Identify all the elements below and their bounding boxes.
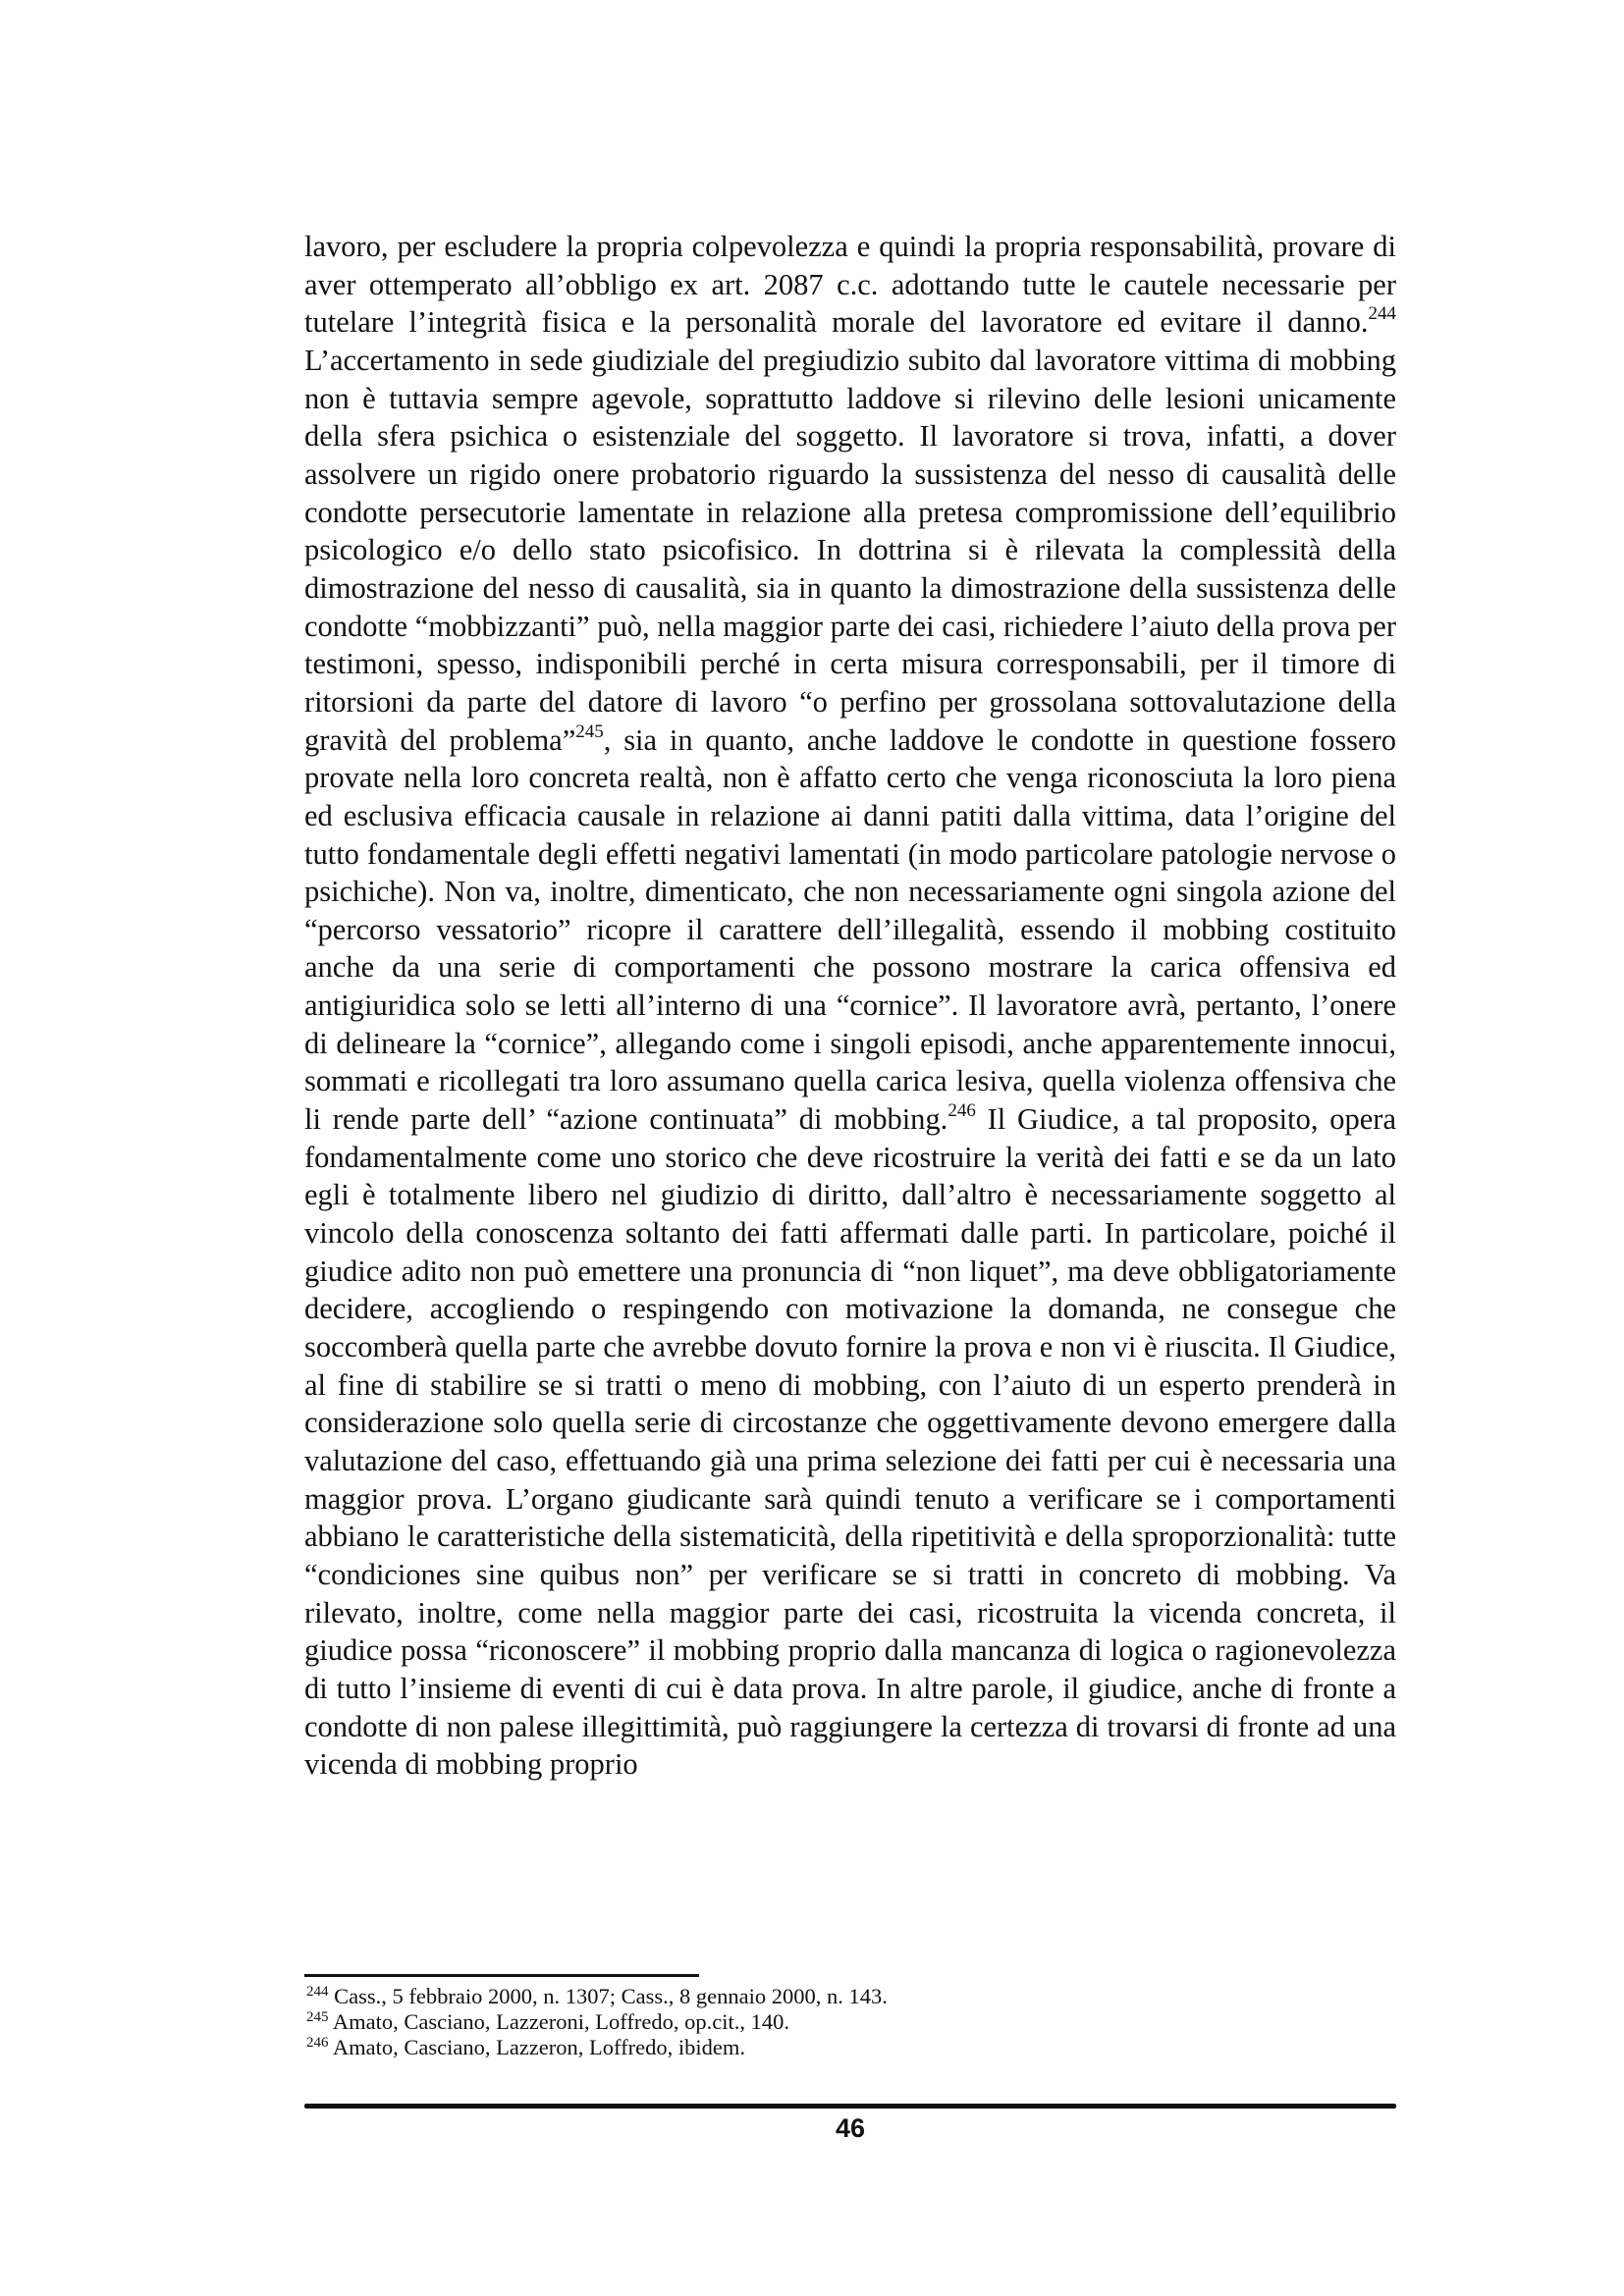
text-segment-2: L’accertamento in sede giudiziale del pregiudizio subito dal lavoratore vittima di mobbing non è tuttavia sempre agevole, soprattutto laddove si rilevino delle lesioni unicamente della sfera psichica o esistenziale del soggetto. Il lavoratore si trova, infatti, a dover assolvere un rigido onere probatorio riguardo la sussistenza del nesso di causalità delle condotte persecutorie lamentate in relazione alla pretesa compromissione dell’equilibrio psicologico e/o dello stato psicofisico. In dottrina si è rilevata la complessità della dimostrazione del nesso di causalità, sia in quanto la dimostrazione della sussistenza delle condotte “mobbizzanti” può, nella maggior parte dei casi, richiedere l’aiuto della prova per testimoni, spesso, indisponibili perché in certa misura corresponsabili, per il timore di ritorsioni da parte del datore di lavoro “o perfino per grossolana sottovalutazione della gravità del problema” bbox=[304, 343, 1396, 757]
footnote-ref-244[interactable]: 244 bbox=[1368, 303, 1396, 325]
main-paragraph bbox=[304, 228, 1396, 1784]
footnote-separator bbox=[304, 1974, 699, 1977]
footnote-text: Amato, Casciano, Lazzeron, Loffredo, ibidem. bbox=[328, 2035, 745, 2059]
footnote-245 bbox=[306, 2009, 1386, 2035]
text-segment-1: lavoro, per escludere la propria colpevolezza e quindi la propria responsabilità, provare di aver ottemperato all’obbligo ex art. 2087 c.c. adottando tutte le cautele necessarie per tutelare l’integrità fisica e la personalità morale del lavoratore ed evitare il danno. bbox=[304, 230, 1396, 340]
footnote-ref-245[interactable]: 245 bbox=[575, 721, 604, 742]
page-footer-rule bbox=[304, 2104, 1396, 2109]
footnotes bbox=[306, 1984, 1386, 2060]
footnote-244 bbox=[306, 1984, 1386, 2009]
page-number: 46 bbox=[835, 2113, 866, 2143]
footnote-number: 245 bbox=[306, 2009, 329, 2025]
footnote-number: 246 bbox=[306, 2035, 329, 2051]
footnote-text: Amato, Casciano, Lazzeroni, Loffredo, op.cit., 140. bbox=[328, 2009, 789, 2034]
footnote-ref-246[interactable]: 246 bbox=[947, 1100, 976, 1122]
text-segment-3: , sia in quanto, anche laddove le condotte in questione fossero provate nella loro concreta realtà, non è affatto certo che venga riconosciuta la loro piena ed esclusiva efficacia causale in relazione ai danni patiti dalla vittima, data l’origine del tutto fondamentale degli effetti negativi lamentati (in modo particolare patologie nervose o psichiche). Non va, inoltre, dimenticato, che non necessariamente ogni singola azione del “percorso vessatorio” ricopre il carattere dell’illegalità, essendo il mobbing costituito anche da una serie di comportamenti che possono mostrare la carica offensiva ed antigiuridica solo se letti all’interno di una “cornice”. Il lavoratore avrà, pertanto, l’onere di delineare la “cornice”, allegando come i singoli episodi, anche apparentemente innocui, sommati e ricollegati tra loro assumano quella carica lesiva, quella violenza offensiva che li rende parte dell’ “azione continuata” di mobbing. bbox=[304, 722, 1396, 1137]
body-text bbox=[304, 228, 1396, 1784]
footnote-246 bbox=[306, 2035, 1386, 2060]
footnote-text: Cass., 5 febbraio 2000, n. 1307; Cass., 8 gennaio 2000, n. 143. bbox=[328, 1984, 888, 2008]
footnote-number: 244 bbox=[306, 1984, 329, 2000]
text-segment-4: Il Giudice, a tal proposito, opera fondamentalmente come uno storico che deve ricostruire la verità dei fatti e se da un lato egli è totalmente libero nel giudizio di diritto, dall’altro è necessariamente soggetto al vincolo della conoscenza soltanto dei fatti affermati dalle parti. In particolare, poiché il giudice adito non può emettere una pronuncia di “non liquet”, ma deve obbligatoriamente decidere, accogliendo o respingendo con motivazione la domanda, ne consegue che soccomberà quella parte che avrebbe dovuto fornire la prova e non vi è riuscita. Il Giudice, al fine di stabilire se si tratti o meno di mobbing, con l’aiuto di un esperto prenderà in considerazione solo quella serie di circostanze che oggettivamente devono emergere dalla valutazione del caso, effettuando già una prima selezione dei fatti per cui è necessaria una maggior prova. L’organo giudicante sarà quindi tenuto a verificare se i comportamenti abbiano le caratteristiche della sistematicità, della ripetitività e della sproporzionalità: tutte “condiciones sine quibus non” per verificare se si tratti in concreto di mobbing. Va rilevato, inoltre, come nella maggior parte dei casi, ricostruita la vicenda concreta, il giudice possa “riconoscere” il mobbing proprio dalla mancanza di logica o ragionevolezza di tutto l’insieme di eventi di cui è data prova. In altre parole, il giudice, anche di fronte a condotte di non palese illegittimità, può raggiungere la certezza di trovarsi di fronte ad una vicenda di mobbing proprio bbox=[304, 1102, 1396, 1782]
